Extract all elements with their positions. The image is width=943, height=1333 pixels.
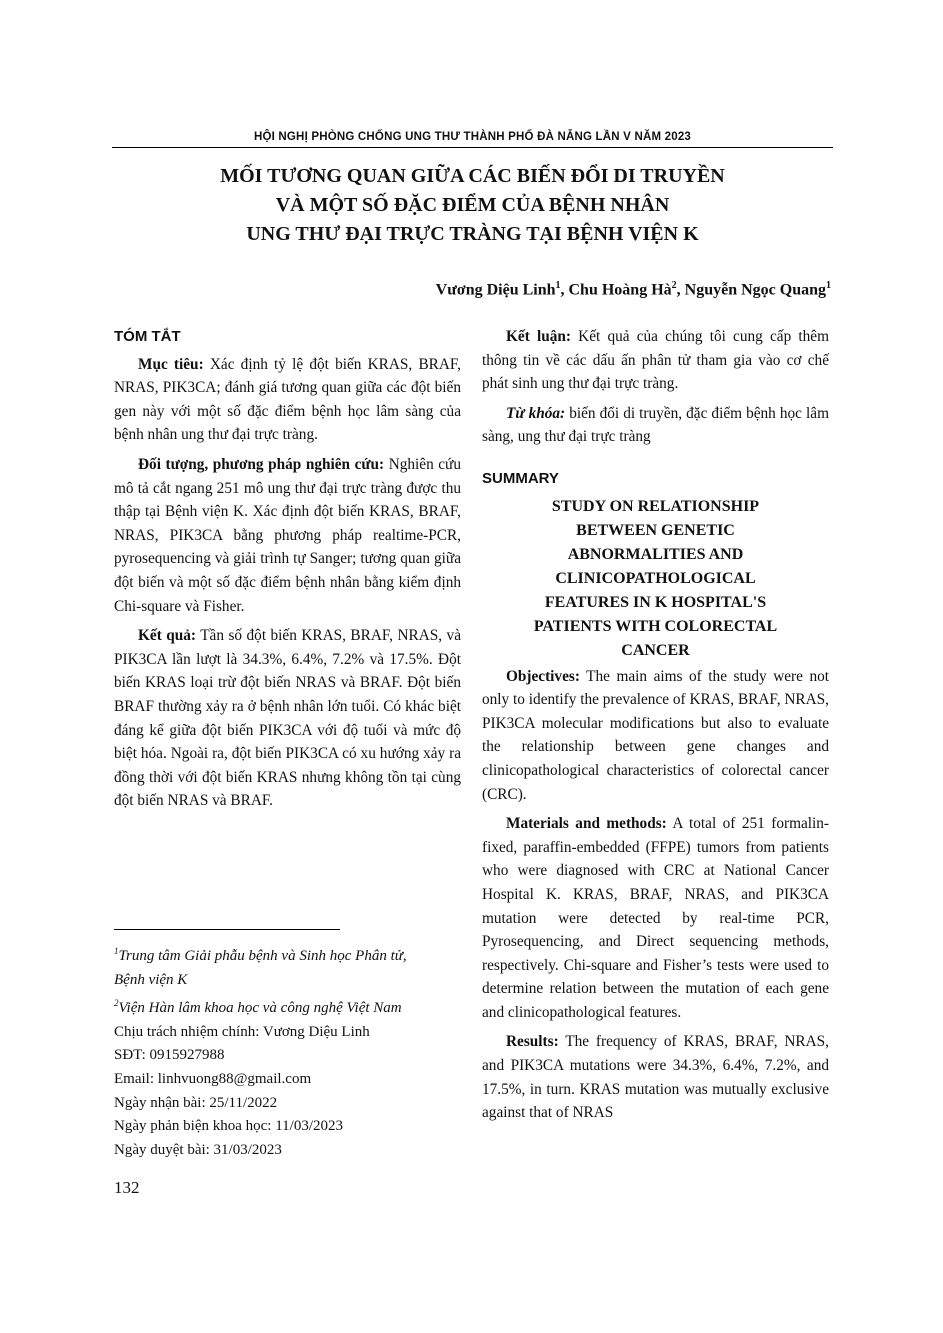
footnote-email: Email: linhvuong88@gmail.com	[114, 1070, 312, 1087]
author-2-affiliation: 2	[671, 280, 677, 291]
footnote-affiliation-1	[114, 940, 461, 969]
english-title-line-1: STUDY ON RELATIONSHIP	[551, 497, 760, 515]
summary-heading: SUMMARY	[482, 469, 559, 487]
vi-objectives-label: Mục tiêu:	[138, 355, 204, 373]
author-list	[436, 280, 831, 299]
vi-conclusion-label: Kết luận:	[506, 328, 571, 345]
en-results-text: The frequency of KRAS, BRAF, NRAS, and PIK3CA mutations were 34.3%, 6.4%, 7.2%, and 17.5%, in turn. KRAS mutation was mutually exclusive against that of NRAS	[482, 1033, 829, 1122]
en-methods	[482, 812, 829, 1024]
english-title	[482, 495, 829, 663]
footnote-received: Ngày nhận bài: 25/11/2022	[114, 1094, 278, 1111]
author-2: , Chu Hoàng Hà	[560, 281, 672, 299]
en-objectives-label: Objectives:	[506, 667, 580, 685]
en-objectives	[482, 665, 829, 807]
vi-objectives-text: Xác định tỷ lệ đột biến KRAS, BRAF, NRAS, PIK3CA; đánh giá tương quan giữa các đột biến gen này với một số đặc điểm bệnh học lâm sàng của bệnh nhân ung thư đại trực tràng.	[114, 355, 461, 444]
vi-keywords-label: Từ khóa:	[506, 404, 566, 422]
footnote-rule	[114, 929, 340, 930]
en-objectives-text: The main aims of the study were not only to identify the prevalence of KRAS, BRAF, NRAS, PIK3CA molecular modifications but also to evaluate the relationship between gene changes and clinicopathological characteristics of colorectal cancer (CRC).	[482, 667, 829, 803]
author-3: , Nguyễn Ngọc Quang	[676, 281, 826, 299]
vi-keywords	[482, 402, 829, 449]
abstract-heading: TÓM TẮT	[114, 328, 181, 345]
title-line-1: MỐI TƯƠNG QUAN GIỮA CÁC BIẾN ĐỔI DI TRUYỀN	[220, 165, 725, 187]
title-line-3: UNG THƯ ĐẠI TRỰC TRÀNG TẠI BỆNH VIỆN K	[246, 223, 699, 245]
vi-results	[114, 624, 461, 813]
footnote-2-text: Viện Hàn lâm khoa học và công nghệ Việt Nam	[118, 1000, 402, 1017]
footnote-affiliation-1b: Bệnh viện K	[114, 971, 188, 988]
article-title	[112, 162, 833, 249]
vi-methods-text: Nghiên cứu mô tả cắt ngang 251 mô ung thư đại trực tràng được thu thập tại Bệnh viện K. Xác định đột biến KRAS, BRAF, NRAS, PIK3CA bằng phương pháp realtime-PCR, pyrosequencing và giải trình tự Sanger; tương quan giữa đột biến và một số đặc điểm bệnh nhân bằng kiểm định Chi-square và Fisher.	[114, 455, 461, 615]
footnote-affiliation-2	[114, 992, 461, 1021]
footnote-reviewed: Ngày phản biện khoa học: 11/03/2023	[114, 1118, 343, 1135]
en-results	[482, 1030, 829, 1124]
en-methods-text: A total of 251 formalin-fixed, paraffin-embedded (FFPE) tumors from patients who were diagnosed with CRC at National Cancer Hospital K. KRAS, BRAF, NRAS, and PIK3CA mutation were detected by real-time PCR, Pyrosequencing, and Direct sequencing methods, respectively. Chi-square and Fisher’s tests were used to determine relation between the mutation of each gene and clinicopathological features.	[482, 815, 830, 1021]
left-column	[114, 325, 461, 819]
english-title-line-7: CANCER	[621, 641, 690, 659]
english-title-line-5: FEATURES IN K HOSPITAL'S	[544, 593, 767, 611]
author-3-affiliation: 1	[826, 280, 831, 291]
right-column	[482, 325, 829, 1131]
page-number: 132	[114, 1178, 140, 1197]
english-title-line-3: ABNORMALITIES AND	[567, 545, 744, 563]
vi-methods	[114, 453, 461, 618]
footnote-phone: SĐT: 0915927988	[114, 1047, 225, 1064]
en-results-label: Results:	[506, 1033, 559, 1051]
vi-objectives	[114, 353, 461, 447]
running-header: HỘI NGHỊ PHÒNG CHỐNG UNG THƯ THÀNH PHỐ ĐÀ NẴNG LẦN V NĂM 2023	[253, 131, 692, 143]
footnote-accepted: Ngày duyệt bài: 31/03/2023	[114, 1141, 282, 1158]
author-1: Vương Diệu Linh	[435, 281, 556, 299]
title-line-2: VÀ MỘT SỐ ĐẶC ĐIỂM CỦA BỆNH NHÂN	[275, 194, 670, 216]
english-title-line-4: CLINICOPATHOLOGICAL	[555, 569, 756, 587]
vi-results-label: Kết quả:	[138, 627, 197, 645]
footnote-2-marker: 2	[114, 998, 119, 1009]
footnotes	[114, 940, 461, 1162]
header-rule	[112, 147, 833, 148]
vi-methods-label: Đối tượng, phương pháp nghiên cứu:	[138, 455, 385, 473]
vi-keywords-text: biến đổi di truyền, đặc điểm bệnh học lâm sàng, ung thư đại trực tràng	[482, 404, 829, 446]
footnote-1-marker: 1	[114, 946, 119, 956]
english-title-line-2: BETWEEN GENETIC	[576, 521, 735, 539]
footnote-1-text: Trung tâm Giải phẫu bệnh và Sinh học Phân tử,	[118, 948, 407, 964]
author-1-affiliation: 1	[555, 280, 561, 291]
vi-results-text: Tần số đột biến KRAS, BRAF, NRAS, và PIK3CA lần lượt là 34.3%, 6.4%, 7.2% và 17.5%. Đột biến KRAS loại trừ đột biến NRAS và BRAF. Đột biến BRAF thường xảy ra ở bệnh nhân lớn tuổi. Có khác biệt đáng kể giữa đột biến PIK3CA với độ tuổi và mức độ biệt hóa. Ngoài ra, đột biến PIK3CA có xu hướng xảy ra đồng thời với đột biến KRAS nhưng không tồn tại cùng đột biến NRAS và BRAF.	[114, 627, 461, 810]
vi-conclusion-text: Kết quả của chúng tôi cung cấp thêm thông tin về các dấu ấn phân tử tham gia vào cơ chế phát sinh ung thư đại trực tràng.	[482, 328, 829, 393]
vi-conclusion	[482, 325, 829, 396]
english-title-line-6: PATIENTS WITH COLORECTAL	[533, 617, 778, 635]
footnote-responsible: Chịu trách nhiệm chính: Vương Diệu Linh	[114, 1023, 370, 1040]
en-methods-label: Materials and methods:	[506, 815, 667, 833]
